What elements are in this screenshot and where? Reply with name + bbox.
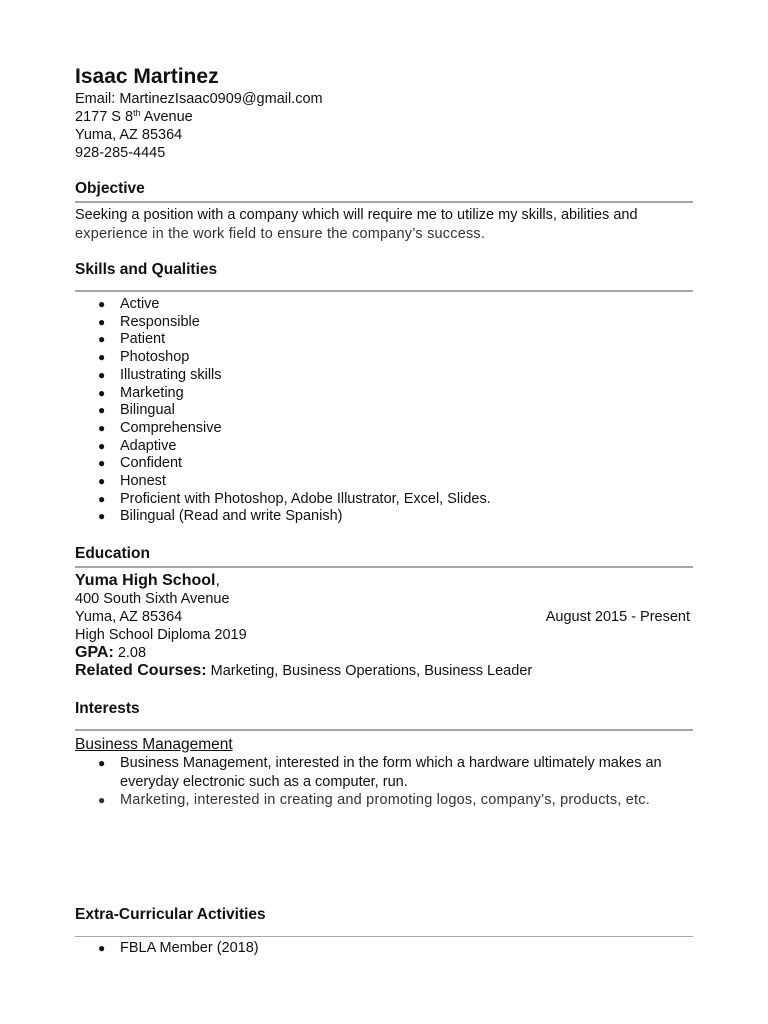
education-block [75,572,693,680]
school-name-comma: , [215,572,220,589]
list-item [75,791,695,810]
list-item-text: Adaptive [120,437,177,454]
list-item-text: Responsible [120,313,200,330]
school-name: Yuma High School [75,572,216,589]
gpa-value: 2.08 [113,645,147,661]
courses-label: Related Courses: [75,662,207,679]
bullet-icon: ● [98,314,106,329]
phone-number: 928-285-4445 [75,145,166,161]
city-state-zip: Yuma, AZ 85364 [75,127,183,143]
bullet-icon: ● [98,491,106,506]
bullet-icon: ● [98,941,106,955]
list-item-text: Bilingual [120,402,175,419]
bullet-icon: ● [98,332,106,347]
resume-name: Isaac Martinez [75,65,219,88]
courses-value: Marketing, Business Operations, Business Leader [206,663,533,679]
bullet-icon: ● [98,438,106,453]
list-item [75,491,491,509]
objective-heading: Objective [75,180,145,197]
bullet-icon: ● [98,509,106,524]
bullet-icon: ● [98,756,106,770]
street-address [75,108,323,126]
list-item [75,314,491,332]
bullet-icon: ● [98,456,106,471]
address-superscript: th [133,108,141,118]
skills-heading: Skills and Qualities [75,261,218,278]
bullet-icon: ● [98,385,106,400]
list-item [75,455,491,473]
list-item-text: FBLA Member (2018) [120,940,259,956]
list-item [75,508,491,526]
bullet-icon: ● [98,350,106,365]
list-item-text: Comprehensive [120,419,222,436]
list-item-text: Patient [120,331,166,348]
list-item [75,349,491,367]
activities-heading: Extra-Curricular Activities [75,906,266,923]
interests-divider [75,729,693,731]
activities-list [75,940,259,958]
list-item [75,940,259,958]
list-item-text: Proficient with Photoshop, Adobe Illustrator, Excel, Slides. [120,490,491,507]
list-item [75,754,695,791]
bullet-icon: ● [98,474,106,489]
address-prefix: 2177 S 8 [75,109,134,125]
list-item-text: Illustrating skills [120,366,222,383]
school-city: Yuma, AZ 85364 [75,609,183,625]
gpa-label: GPA: [75,644,114,661]
bullet-icon: ● [98,367,106,382]
skills-list [75,296,491,526]
contact-block [75,90,323,162]
list-item-text: Marketing [120,384,184,401]
list-item-text: Photoshop [120,349,190,366]
bullet-icon: ● [98,793,106,807]
bullet-icon: ● [98,420,106,435]
list-item [75,420,491,438]
activities-divider [75,936,693,937]
list-item-text: Business Management, interested in the form which a hardware ultimately makes an everyday electronic such as a computer, run. [120,755,662,790]
list-item-text: Honest [120,473,166,490]
email-line: Email: MartinezIsaac0909@gmail.com [75,91,323,107]
objective-line-1: Seeking a position with a company which will require me to utilize my skills, abilities and [75,207,638,223]
list-item-text: Marketing, interested in creating and promoting logos, company’s, products, etc. [120,792,650,808]
interests-subheading: Business Management [75,736,233,753]
objective-text [75,206,695,244]
school-address: 400 South Sixth Avenue [75,591,230,607]
objective-divider [75,201,693,203]
list-item-text: Confident [120,455,183,472]
list-item [75,473,491,491]
list-item [75,402,491,420]
objective-line-2: experience in the work field to ensure the company’s success. [75,226,486,242]
interests-list [75,754,695,810]
list-item-text: Bilingual (Read and write Spanish) [120,508,343,525]
skills-divider [75,290,693,292]
diploma: High School Diploma 2019 [75,627,247,643]
list-item [75,367,491,385]
list-item [75,296,491,314]
list-item-text: Active [120,296,160,312]
list-item [75,385,491,403]
education-divider [75,566,693,568]
list-item [75,331,491,349]
bullet-icon: ● [98,297,106,311]
list-item [75,438,491,456]
bullet-icon: ● [98,403,106,418]
education-heading: Education [75,545,150,562]
interests-heading: Interests [75,700,140,717]
education-dates: August 2015 - Present [545,609,690,625]
address-suffix: Avenue [140,109,193,125]
